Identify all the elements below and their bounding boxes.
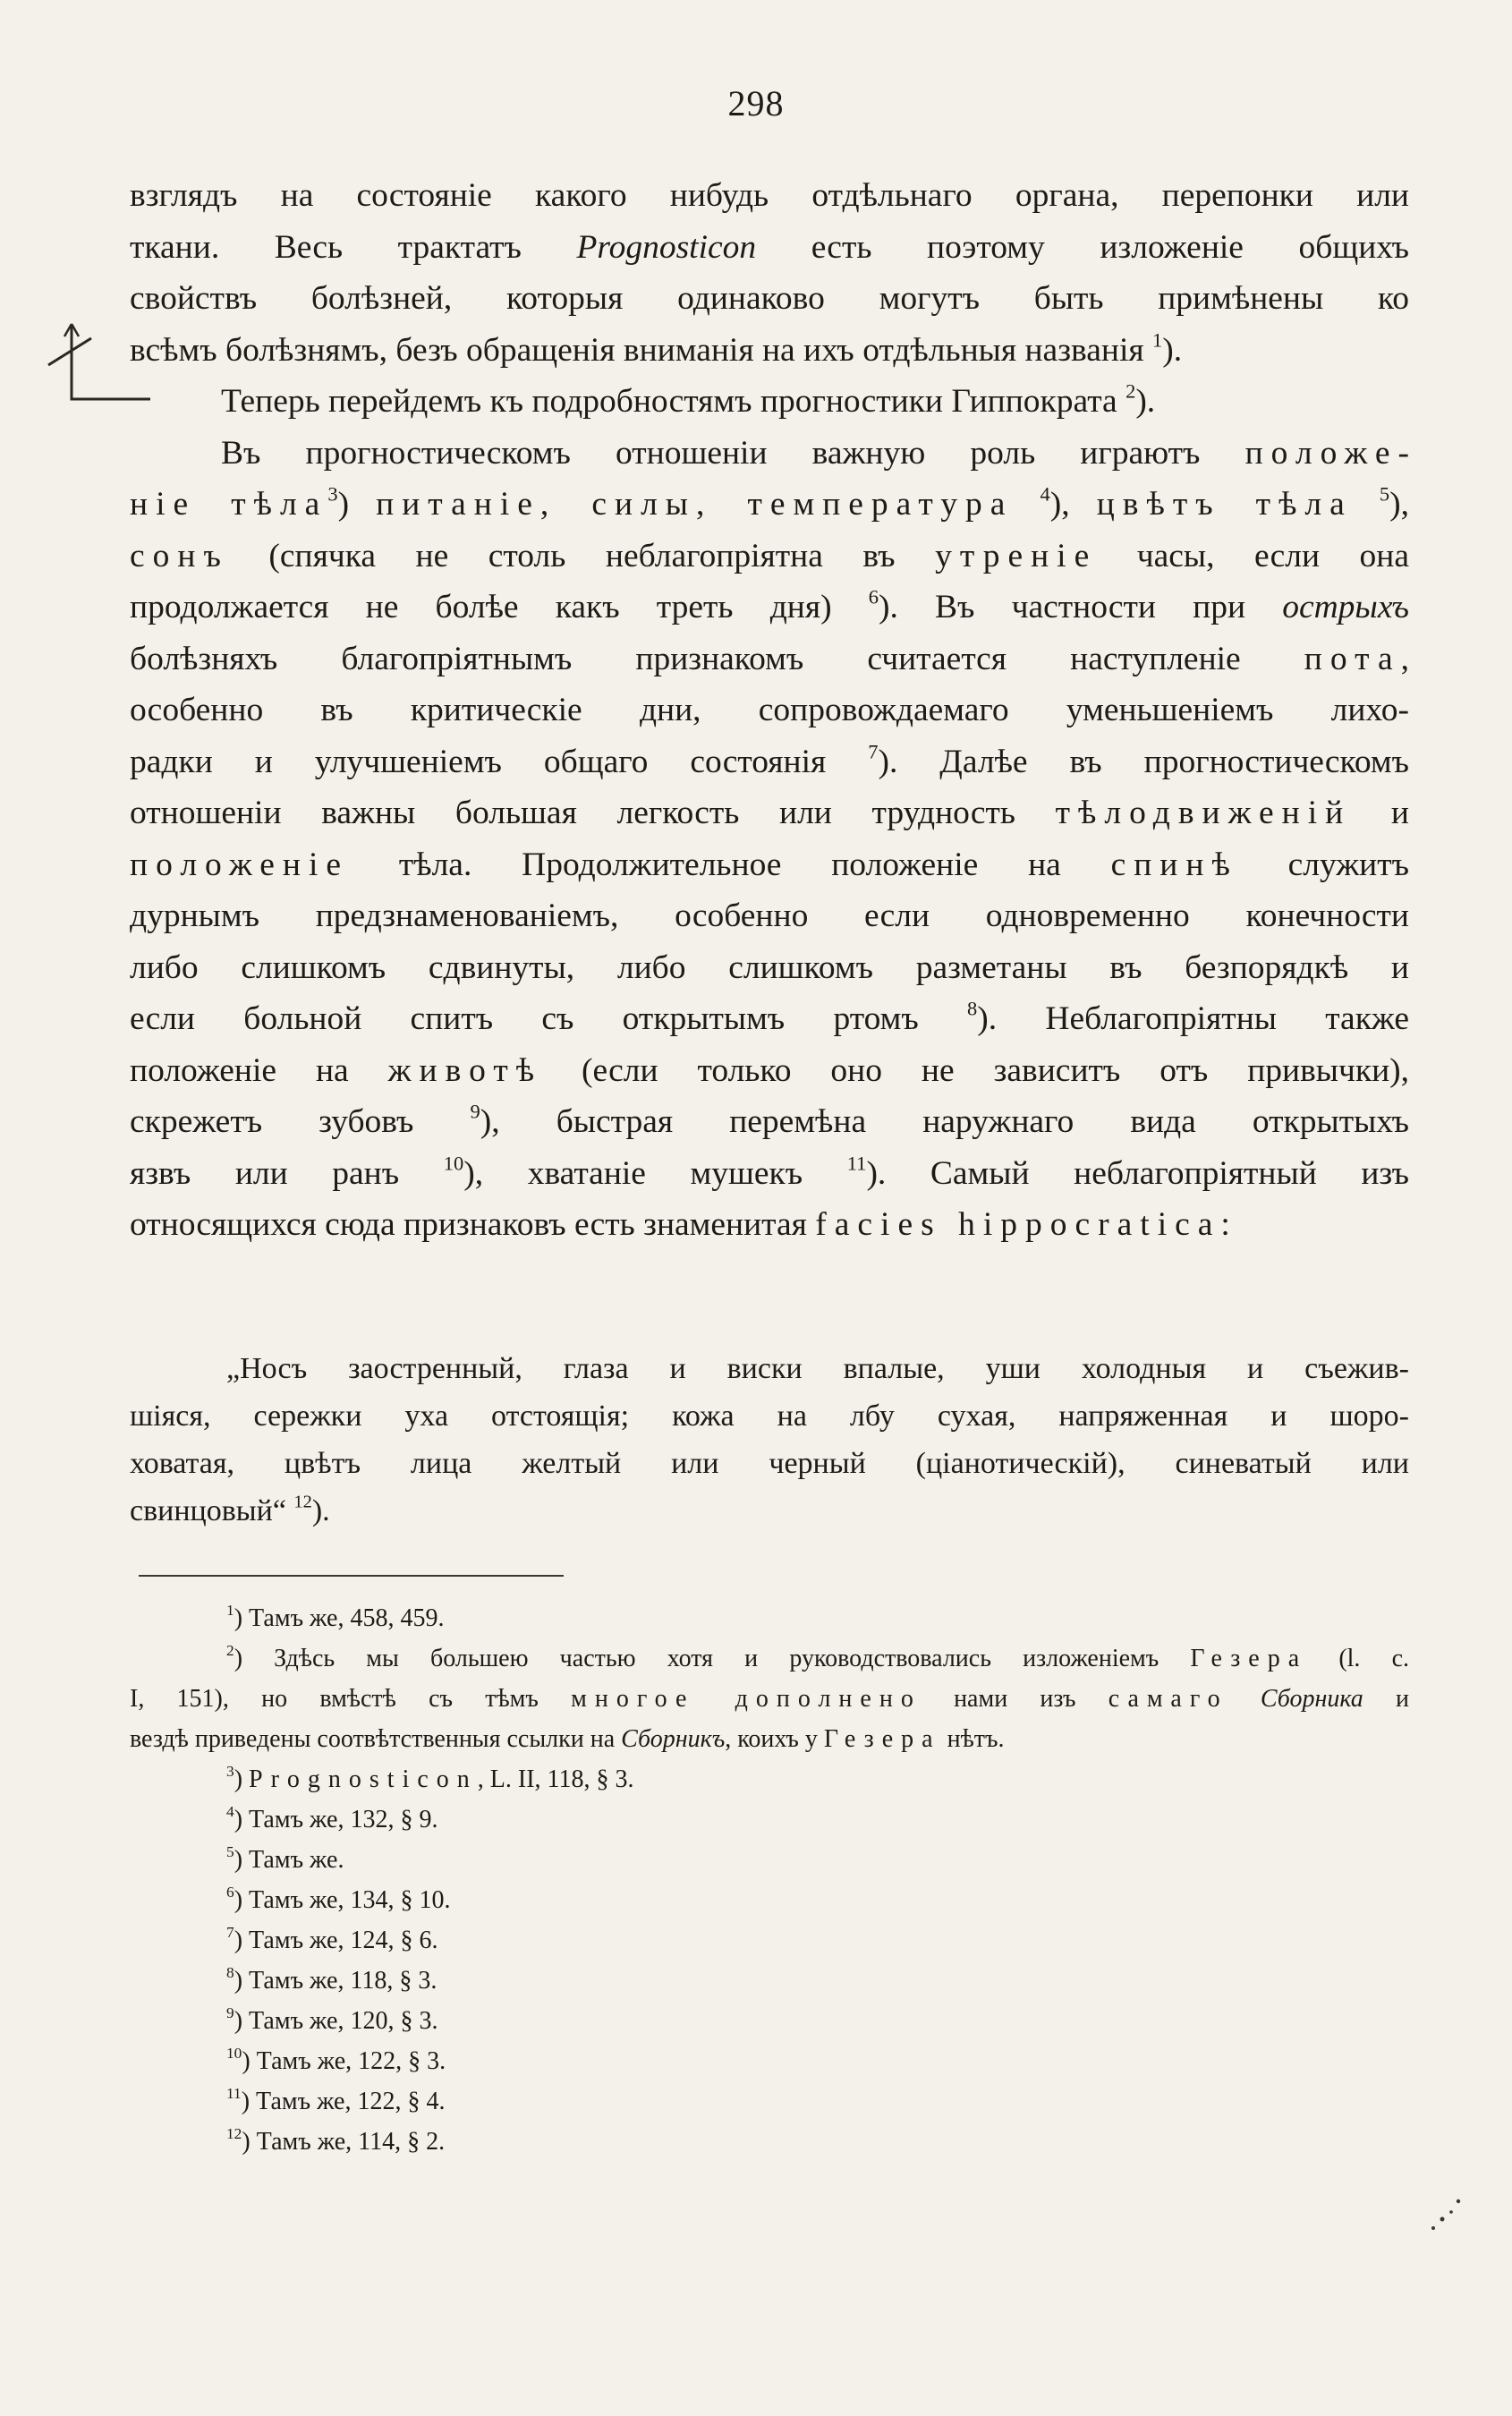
text-line: свойствъ болѣзней, которыя одинаково могутъ быть примѣнены ко: [130, 280, 1409, 317]
quote-line: ховатая, цвѣтъ лица желтый или черный (ціанотическій), синеватый или: [130, 1447, 1409, 1480]
text-line: либо слишкомъ сдвинуты, либо слишкомъ разметаны въ безпорядкѣ и: [130, 949, 1409, 986]
footnote: $^{11}$) Тамъ же, 122, § 4.: [226, 2084, 446, 2115]
footnote: $^1$) Тамъ же, 458, 459.: [226, 1601, 445, 1632]
text-line: продолжается не болѣе какъ треть дня) $^6$). Въ частности при острыхъ: [130, 585, 1409, 625]
text-line: отношеніи важны большая легкость или трудность тѣлодвиженій и: [130, 795, 1409, 831]
text-line: ніе тѣла$^3$) питаніе, силы, температура $^4$), цвѣтъ тѣла $^5$),: [130, 482, 1410, 523]
text-line: особенно въ критическіе дни, сопровождаемаго уменьшеніемъ лихо-: [130, 692, 1409, 728]
text-line: скрежетъ зубовъ $^9$), быстрая перемѣна наружнаго вида открытыхъ: [130, 1100, 1409, 1140]
footnote: I, 151), но вмѣстѣ съ тѣмъ многое дополнено нами изъ самаго Сборника и: [130, 1685, 1409, 1713]
footnote: $^4$) Тамъ же, 132, § 9.: [226, 1802, 438, 1833]
text-line: ткани. Весь трактатъ Prognosticon есть поэтому изложеніе общихъ: [130, 228, 1409, 266]
text-line: болѣзняхъ благопріятнымъ признакомъ считается наступленіе пота,: [130, 640, 1409, 677]
text-line: радки и улучшеніемъ общаго состоянія $^7$). Далѣе въ прогностическомъ: [130, 739, 1409, 780]
text-line: язвъ или ранъ $^{10}$), хватаніе мушекъ $^{11}$). Самый неблагопріятный изъ: [130, 1151, 1409, 1192]
main-text: [130, 170, 1409, 1251]
footnote: $^7$) Тамъ же, 124, § 6.: [226, 1923, 438, 1954]
page-number: 298: [727, 83, 785, 123]
footnote-divider: [139, 1575, 564, 1577]
footnote: $^9$) Тамъ же, 120, § 3.: [226, 2003, 438, 2035]
quotation-block: [130, 1345, 1409, 1535]
footnote: вездѣ приведены соотвѣтственныя ссылки на Сборникъ, коихъ у Гезера нѣтъ.: [130, 1725, 1005, 1753]
footnote: $^{12}$) Тамъ же, 114, § 2.: [226, 2124, 446, 2156]
footnotes: [130, 1598, 1409, 2162]
footnote: $^6$) Тамъ же, 134, § 10.: [226, 1883, 451, 1914]
text-line: Въ прогностическомъ отношеніи важную роль играютъ положе-: [221, 434, 1409, 472]
text-line: если больной спитъ съ открытымъ ртомъ $^8$). Неблагопріятны также: [130, 997, 1409, 1037]
footnote: $^3$) Prognosticon, L. II, 118, § 3.: [226, 1762, 634, 1793]
text-line: дурнымъ предзнаменованіемъ, особенно если одновременно конечности: [130, 897, 1409, 934]
text-line: Теперь перейдемъ къ подробностямъ прогностики Гиппократа $^2$).: [221, 379, 1156, 420]
text-line: взглядъ на состояніе какого нибудь отдѣльнаго органа, перепонки или: [130, 177, 1409, 214]
footnote: $^8$) Тамъ же, 118, § 3.: [226, 1963, 437, 1995]
footnote: $^{10}$) Тамъ же, 122, § 3.: [226, 2044, 446, 2075]
footnote: $^5$) Тамъ же.: [226, 1842, 344, 1874]
text-line: положеніе тѣла. Продолжительное положеніе на спинѣ служитъ: [130, 846, 1409, 883]
text-line: сонъ (спячка не столь неблагопріятна въ утреніе часы, если она: [130, 537, 1409, 574]
ink-speck-marks: [1423, 2192, 1476, 2237]
text-line: относящихся сюда признаковъ есть знаменитая facies hippocratica:: [130, 1206, 1230, 1243]
quote-line: шіяся, сережки уха отстоящія; кожа на лбу сухая, напряженная и шоро-: [130, 1399, 1409, 1433]
text-line: всѣмъ болѣзнямъ, безъ обращенія вниманія на ихъ отдѣльныя названія $^1$).: [130, 328, 1183, 369]
quote-line: „Носъ заостренный, глаза и виски впалые, уши холодныя и съежив-: [226, 1352, 1409, 1385]
quote-line: свинцовый“ $^{12}$).: [130, 1492, 330, 1527]
footnote: $^2$) Здѣсь мы большею частью хотя и руководствовались изложеніемъ Гезера (l. c.: [226, 1641, 1410, 1672]
text-line: положеніе на животѣ (если только оно не зависитъ отъ привычки),: [130, 1051, 1409, 1089]
